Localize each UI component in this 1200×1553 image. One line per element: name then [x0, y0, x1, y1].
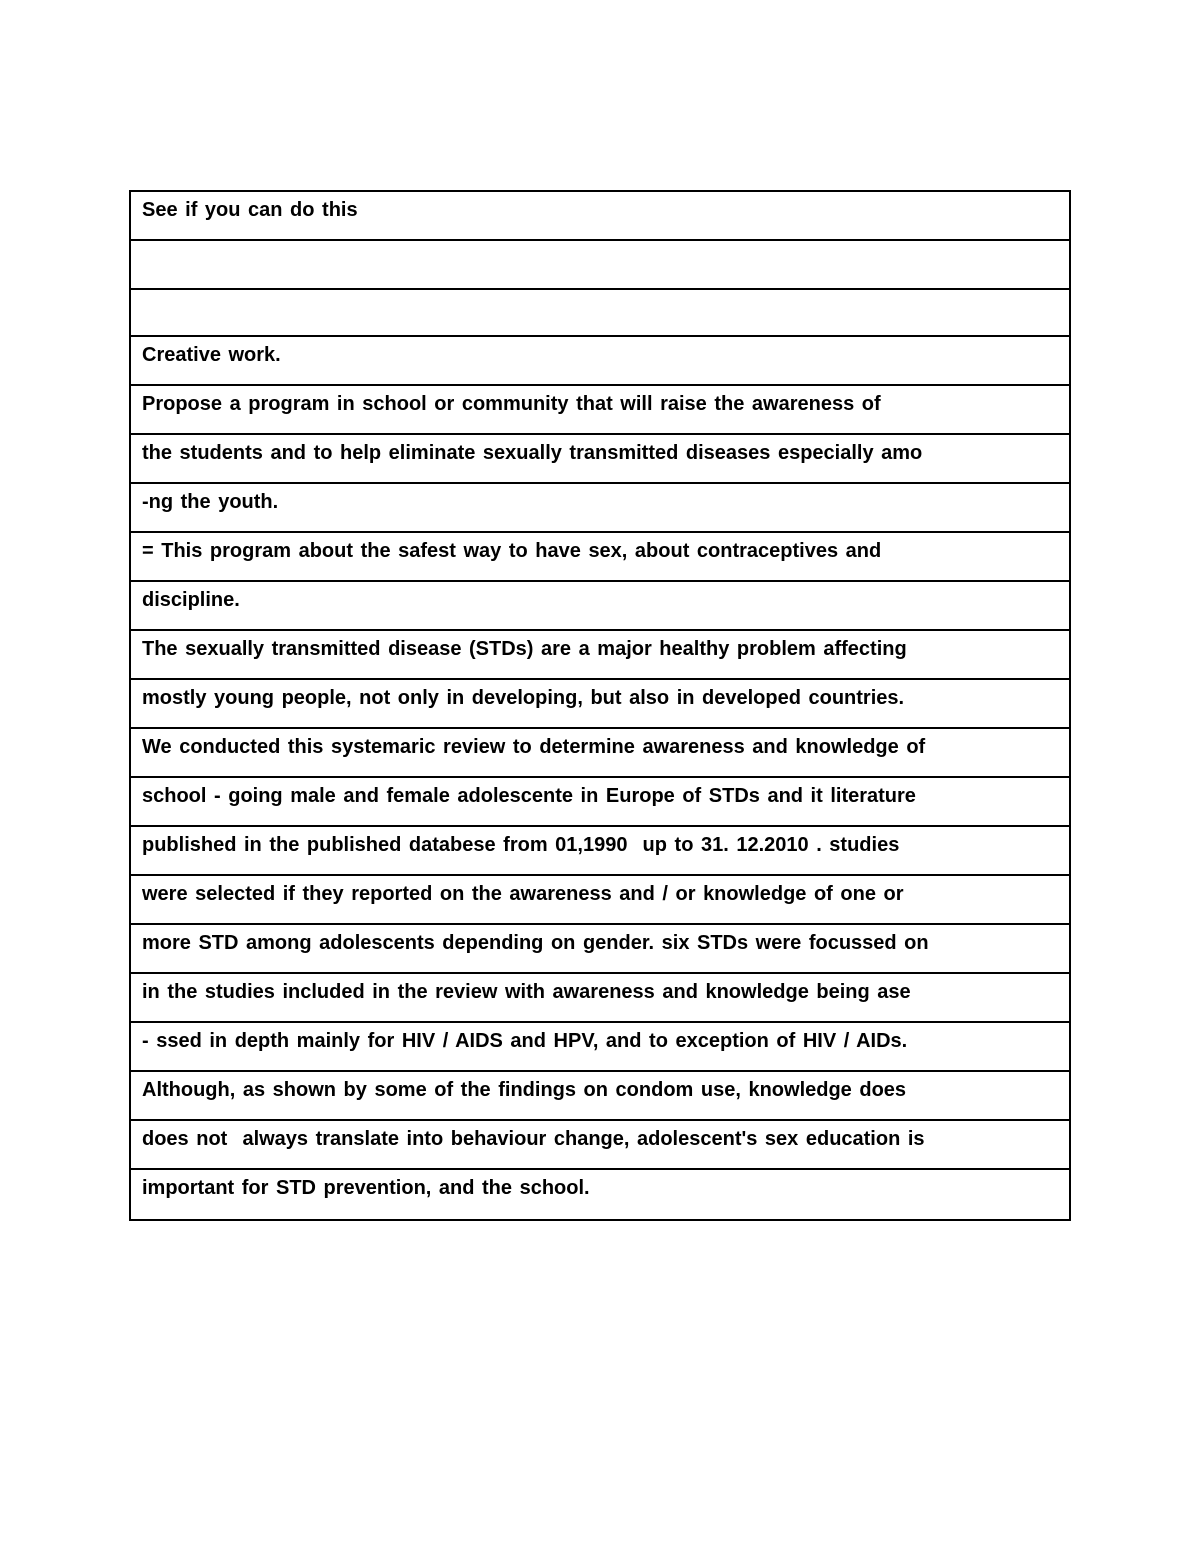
table-row: Creative work.: [131, 337, 1069, 386]
table-row: mostly young people, not only in developing, but also in developed countries.: [131, 680, 1069, 729]
table-row: discipline.: [131, 582, 1069, 631]
table-row: more STD among adolescents depending on gender. six STDs were focussed on: [131, 925, 1069, 974]
table-row: Propose a program in school or community that will raise the awareness of: [131, 386, 1069, 435]
table-row: school - going male and female adolescente in Europe of STDs and it literature: [131, 778, 1069, 827]
table-row: important for STD prevention, and the school.: [142, 1177, 590, 1199]
table-row: [131, 290, 1069, 337]
table-row: in the studies included in the review with awareness and knowledge being ase: [131, 974, 1069, 1023]
table-row: = This program about the safest way to have sex, about contraceptives and: [131, 533, 1069, 582]
table-row: the students and to help eliminate sexually transmitted diseases especially amo: [131, 435, 1069, 484]
table-row: does not always translate into behaviour change, adolescent's sex education is: [131, 1121, 1069, 1170]
document-table: [129, 190, 1071, 1221]
table-row: published in the published databese from 01,1990 up to 31. 12.2010 . studies: [131, 827, 1069, 876]
table-row: See if you can do this: [131, 192, 1069, 241]
table-row: The sexually transmitted disease (STDs) are a major healthy problem affecting: [131, 631, 1069, 680]
table-row: - ssed in depth mainly for HIV / AIDS and HPV, and to exception of HIV / AIDs.: [131, 1023, 1069, 1072]
table-row: -ng the youth.: [131, 484, 1069, 533]
table-row: Although, as shown by some of the findings on condom use, knowledge does: [131, 1072, 1069, 1121]
table-row: [131, 241, 1069, 290]
table-row: were selected if they reported on the awareness and / or knowledge of one or: [131, 876, 1069, 925]
table-row: We conducted this systemaric review to determine awareness and knowledge of: [131, 729, 1069, 778]
